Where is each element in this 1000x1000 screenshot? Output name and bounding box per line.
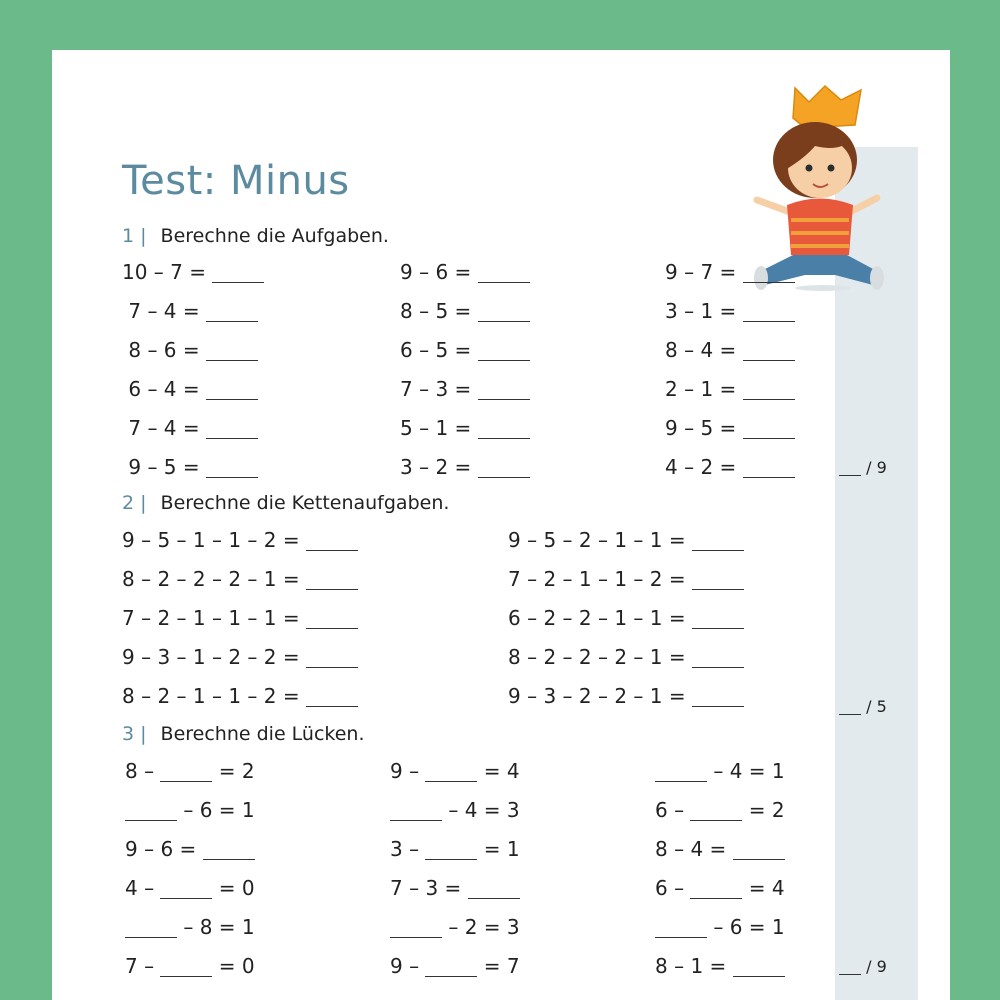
exercise (665, 338, 795, 362)
exercise-expression: 7 – 3 = (400, 377, 478, 401)
answer-blank[interactable] (692, 588, 744, 590)
answer-blank[interactable] (306, 549, 358, 551)
answer-blank[interactable] (160, 975, 212, 977)
gap-exercise (125, 954, 255, 978)
chain-exercise (508, 606, 744, 630)
exercise-expression-end: – 8 = 1 (177, 915, 255, 939)
answer-blank[interactable] (743, 320, 795, 322)
exercise (400, 299, 530, 323)
answer-blank[interactable] (306, 588, 358, 590)
exercise-expression: 9 – 5 = (122, 455, 206, 479)
chain-exercise (508, 684, 744, 708)
exercise-expression-end: – 2 = 3 (442, 915, 520, 939)
answer-blank[interactable] (743, 281, 795, 283)
answer-blank[interactable] (212, 281, 264, 283)
answer-blank[interactable] (655, 780, 707, 782)
chain-exercise (508, 645, 744, 669)
answer-blank[interactable] (390, 819, 442, 821)
chain-exercise (508, 528, 744, 552)
chain-exercise (122, 684, 358, 708)
answer-blank[interactable] (425, 975, 477, 977)
worksheet-page (52, 50, 950, 1000)
answer-blank[interactable] (478, 476, 530, 478)
chain-exercise (122, 606, 358, 630)
section-instruction: Berechne die Lücken. (160, 723, 365, 745)
exercise-expression-end: = 4 (477, 759, 520, 783)
score-separator: / (861, 458, 877, 477)
exercise-expression-end: = 7 (477, 954, 520, 978)
exercise-expression: 3 – 2 = (400, 455, 478, 479)
exercise-expression: 4 – 2 = (665, 455, 743, 479)
exercise-expression-end: – 6 = 1 (707, 915, 785, 939)
answer-blank[interactable] (206, 320, 258, 322)
score-separator: / (861, 957, 877, 976)
section-instruction: Berechne die Kettenaufgaben. (160, 492, 450, 514)
exercise (122, 377, 258, 401)
exercise-expression: 5 – 1 = (400, 416, 478, 440)
score-max: 5 (876, 697, 887, 716)
answer-blank[interactable] (125, 936, 177, 938)
gap-exercise (390, 954, 520, 978)
exercise (665, 260, 795, 284)
gap-exercise (655, 876, 785, 900)
answer-blank[interactable] (206, 359, 258, 361)
exercise-expression: 9 – 7 = (665, 260, 743, 284)
answer-blank[interactable] (743, 476, 795, 478)
exercise (400, 416, 530, 440)
exercise-expression-start: 7 – 3 = (390, 876, 468, 900)
gap-exercise (390, 876, 520, 900)
score-max: 9 (876, 957, 887, 976)
exercise-expression: 7 – 4 = (122, 416, 206, 440)
score-blank[interactable] (839, 474, 861, 476)
answer-blank[interactable] (306, 705, 358, 707)
gap-exercise (390, 915, 520, 939)
exercise-expression: 10 – 7 = (122, 260, 213, 284)
exercise (665, 455, 795, 479)
answer-blank[interactable] (692, 627, 744, 629)
answer-blank[interactable] (468, 897, 520, 899)
exercise-expression: 6 – 2 – 2 – 1 – 1 = (508, 606, 692, 630)
answer-blank[interactable] (733, 975, 785, 977)
answer-blank[interactable] (655, 936, 707, 938)
answer-blank[interactable] (692, 705, 744, 707)
exercise-expression: 7 – 4 = (122, 299, 206, 323)
exercise (665, 416, 795, 440)
gap-exercise (655, 954, 785, 978)
exercise-expression: 8 – 6 = (122, 338, 206, 362)
exercise-expression-end: = 4 (742, 876, 785, 900)
section-number: 1 | (122, 225, 147, 247)
answer-blank[interactable] (206, 437, 258, 439)
answer-blank[interactable] (203, 858, 255, 860)
exercise (400, 455, 530, 479)
exercise-expression: 9 – 5 – 1 – 1 – 2 = (122, 528, 306, 552)
exercise-expression: 8 – 4 = (665, 338, 743, 362)
exercise (665, 299, 795, 323)
exercise-expression-end: – 6 = 1 (177, 798, 255, 822)
gap-exercise (390, 798, 520, 822)
exercise-expression: 6 – 5 = (400, 338, 478, 362)
exercise-expression: 8 – 5 = (400, 299, 478, 323)
exercise (665, 377, 795, 401)
score-separator: / (861, 697, 877, 716)
exercise-expression-start: 4 – (125, 876, 161, 900)
exercise-expression: 7 – 2 – 1 – 1 – 1 = (122, 606, 306, 630)
exercise-expression-start: 6 – (655, 876, 691, 900)
chain-exercise (508, 567, 744, 591)
section-3-header (122, 723, 365, 745)
exercise-expression: 8 – 2 – 1 – 1 – 2 = (122, 684, 306, 708)
exercise-expression: 9 – 3 – 2 – 2 – 1 = (508, 684, 692, 708)
exercise-expression: 9 – 3 – 1 – 2 – 2 = (122, 645, 306, 669)
gap-exercise (655, 837, 785, 861)
gap-exercise (125, 759, 255, 783)
answer-blank[interactable] (478, 320, 530, 322)
score-blank[interactable] (839, 713, 861, 715)
section-number: 2 | (122, 492, 147, 514)
exercise (122, 338, 258, 362)
page-title: Test: Minus (122, 158, 350, 204)
gap-exercise (655, 759, 785, 783)
exercise-expression: 3 – 1 = (665, 299, 743, 323)
exercise-expression-end: = 1 (477, 837, 520, 861)
exercise-expression-start: 9 – (390, 954, 426, 978)
exercise-expression: 9 – 5 – 2 – 1 – 1 = (508, 528, 692, 552)
answer-blank[interactable] (478, 398, 530, 400)
exercise-expression: 7 – 2 – 1 – 1 – 2 = (508, 567, 692, 591)
exercise-expression-end: – 4 = 3 (442, 798, 520, 822)
answer-blank[interactable] (690, 819, 742, 821)
answer-blank[interactable] (425, 780, 477, 782)
exercise-expression: 6 – 4 = (122, 377, 206, 401)
exercise-expression-end: = 2 (212, 759, 255, 783)
exercise (122, 416, 258, 440)
gap-exercise (125, 876, 255, 900)
exercise-expression-start: 8 – 1 = (655, 954, 733, 978)
exercise-expression: 2 – 1 = (665, 377, 743, 401)
answer-blank[interactable] (478, 281, 530, 283)
exercise (122, 299, 258, 323)
answer-blank[interactable] (390, 936, 442, 938)
answer-blank[interactable] (743, 437, 795, 439)
answer-blank[interactable] (160, 780, 212, 782)
exercise-expression-start: 9 – 6 = (125, 837, 203, 861)
answer-blank[interactable] (425, 858, 477, 860)
exercise (400, 260, 530, 284)
exercise-expression-start: 8 – 4 = (655, 837, 733, 861)
section-1-header (122, 225, 389, 247)
answer-blank[interactable] (733, 858, 785, 860)
score-box (839, 957, 887, 976)
exercise-expression: 9 – 6 = (400, 260, 478, 284)
gap-exercise (125, 915, 255, 939)
exercise (400, 338, 530, 362)
exercise-expression-start: 9 – (390, 759, 426, 783)
score-box (839, 458, 887, 477)
exercise-expression: 8 – 2 – 2 – 2 – 1 = (508, 645, 692, 669)
exercise-expression-end: = 2 (742, 798, 785, 822)
exercise-expression-end: – 4 = 1 (707, 759, 785, 783)
score-box (839, 697, 887, 716)
section-number: 3 | (122, 723, 147, 745)
gap-exercise (655, 915, 785, 939)
answer-blank[interactable] (478, 359, 530, 361)
exercise-expression-start: 7 – (125, 954, 161, 978)
answer-blank[interactable] (206, 398, 258, 400)
exercise-expression-end: = 0 (212, 876, 255, 900)
chain-exercise (122, 567, 358, 591)
answer-blank[interactable] (306, 666, 358, 668)
answer-blank[interactable] (478, 437, 530, 439)
answer-blank[interactable] (743, 359, 795, 361)
answer-blank[interactable] (306, 627, 358, 629)
chain-exercise (122, 528, 358, 552)
section-instruction: Berechne die Aufgaben. (160, 225, 389, 247)
gap-exercise (655, 798, 785, 822)
exercise-expression-start: 3 – (390, 837, 426, 861)
gap-exercise (125, 837, 255, 861)
answer-blank[interactable] (692, 549, 744, 551)
answer-blank[interactable] (743, 398, 795, 400)
answer-blank[interactable] (206, 476, 258, 478)
chain-exercise (122, 645, 358, 669)
score-blank[interactable] (839, 973, 861, 975)
answer-blank[interactable] (125, 819, 177, 821)
exercise (122, 455, 258, 479)
gap-exercise (390, 837, 520, 861)
section-2-header (122, 492, 449, 514)
exercise (400, 377, 530, 401)
exercise-expression: 9 – 5 = (665, 416, 743, 440)
answer-blank[interactable] (690, 897, 742, 899)
exercise-expression-start: 6 – (655, 798, 691, 822)
answer-blank[interactable] (160, 897, 212, 899)
exercise (122, 260, 264, 284)
gap-exercise (390, 759, 520, 783)
exercise-expression-end: = 0 (212, 954, 255, 978)
score-max: 9 (876, 458, 887, 477)
exercise-expression: 8 – 2 – 2 – 2 – 1 = (122, 567, 306, 591)
gap-exercise (125, 798, 255, 822)
exercise-expression-start: 8 – (125, 759, 161, 783)
answer-blank[interactable] (692, 666, 744, 668)
